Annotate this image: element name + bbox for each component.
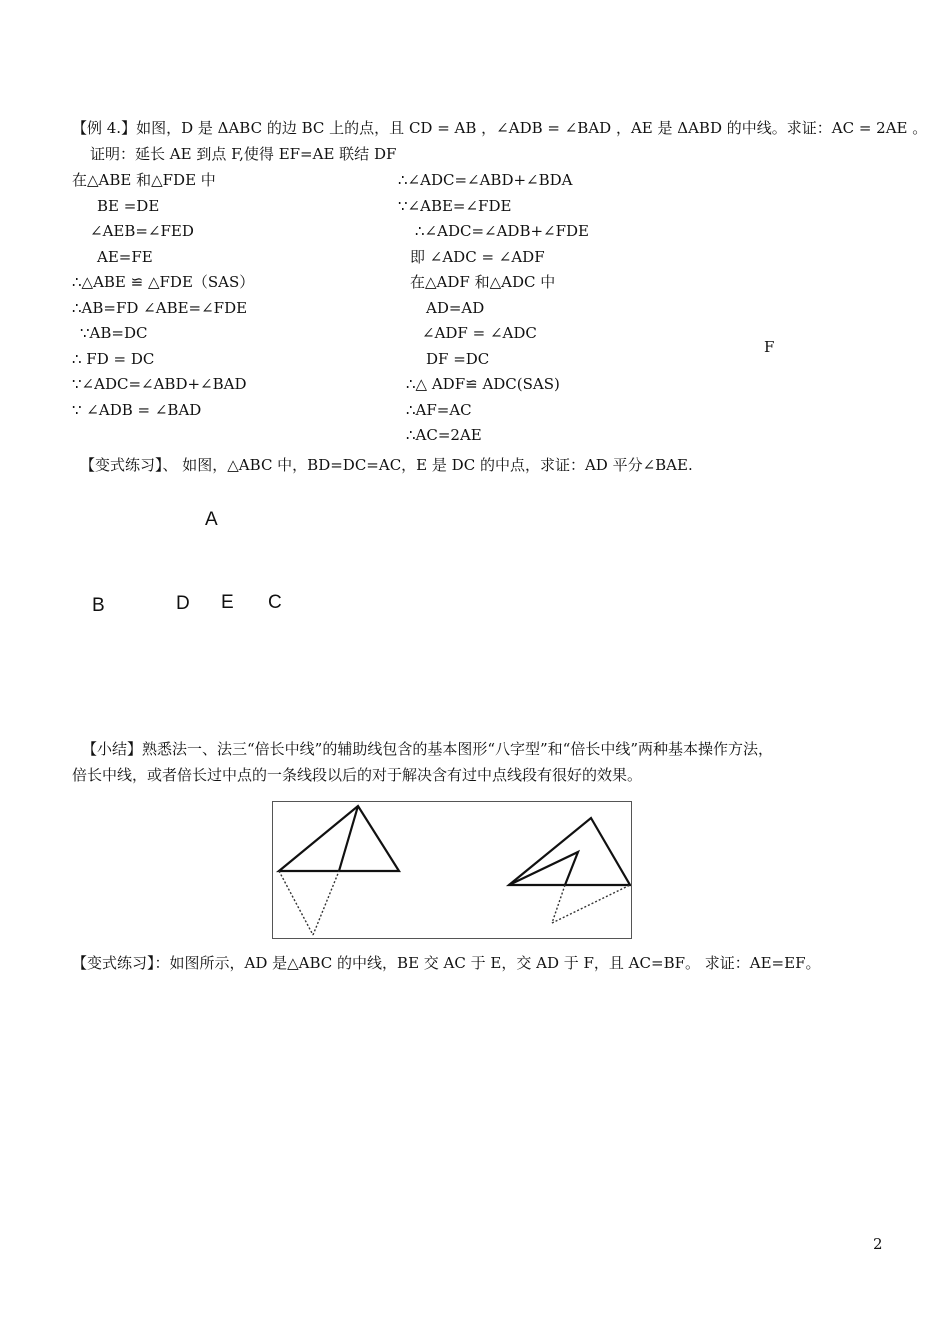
median-doubling-figure: [272, 801, 632, 939]
figure-label-b: B: [92, 595, 105, 616]
summary: [72, 736, 892, 788]
proof-right-line: ∴AF=AC: [406, 401, 472, 419]
proof-right-line: ∠ADF = ∠ADC: [422, 324, 537, 342]
proof-left-line: ∵∠ADC=∠ABD+∠BAD: [72, 375, 247, 393]
proof-right-line: AD=AD: [426, 299, 485, 317]
proof-intro: 证明：延长 AE 到点 F,使得 EF=AE 联结 DF: [90, 145, 397, 163]
figure-label-c: C: [268, 592, 282, 613]
proof-right-line: DF =DC: [426, 350, 490, 368]
proof-left-line: ∴AB=FD ∠ABE=∠FDE: [72, 299, 248, 317]
variant-exercise-1: 【变式练习】、 如图，△ABC 中，BD=DC=AC，E 是 DC 的中点，求证：AD 平分∠BAE.: [80, 456, 693, 474]
left-triangle: [279, 806, 399, 871]
proof-left-line: ∵ ∠ADB = ∠BAD: [72, 401, 202, 419]
proof-right-line: ∴∠ADC=∠ABD+∠BDA: [398, 171, 573, 189]
figure-label-e: E: [221, 592, 234, 613]
proof-right-line: 在△ADF 和△ADC 中: [410, 273, 556, 291]
proof-left-line: ∴ FD = DC: [72, 350, 155, 368]
proof-left-line: BE =DE: [97, 197, 160, 215]
proof-right-line: ∴AC=2AE: [406, 426, 482, 444]
figure-label-a: A: [205, 509, 218, 530]
variant-exercise-2: 【变式练习】：如图所示，AD 是△ABC 的中线，BE 交 AC 于 E，交 AD 于 F，且 AC=BF。 求证：AE=EF。: [72, 954, 821, 972]
proof-right-line: ∵∠ABE=∠FDE: [398, 197, 512, 215]
median-doubling-diagrams: [273, 802, 631, 938]
left-extension-2: [313, 871, 339, 935]
example-4-statement: 【例 4.】如图，D 是 ΔABC 的边 BC 上的点，且 CD = AB ，∠ADB = ∠BAD ，AE 是 ΔABD 的中线。求证：AC = 2AE 。: [72, 119, 928, 137]
proof-right-line: 即 ∠ADC = ∠ADF: [410, 248, 545, 266]
left-median: [339, 806, 358, 871]
proof-right-line: ∴∠ADC=∠ADB+∠FDE: [415, 222, 589, 240]
proof-left-line: ∵AB=DC: [80, 324, 148, 342]
proof-right-line: ∴△ ADF≌ ADC(SAS): [406, 375, 560, 393]
left-extension-1: [279, 871, 313, 935]
proof-left-line: ∠AEB=∠FED: [90, 222, 194, 240]
summary-line-1: 【小结】熟悉法一、法三“倍长中线”的辅助线包含的基本图形“八字型”和“倍长中线”两种基本操作方法，: [82, 740, 774, 758]
figure-label-d: D: [176, 593, 190, 614]
summary-line-2: 倍长中线，或者倍长过中点的一条线段以后的对于解决含有过中点线段有很好的效果。: [72, 766, 643, 784]
proof-left-line: AE=FE: [97, 248, 153, 266]
page-number: 2: [873, 1235, 883, 1253]
proof-left-line: ∴△ABE ≌ △FDE（SAS）: [72, 273, 255, 291]
proof-left-line: 在△ABE 和△FDE 中: [72, 171, 216, 189]
figure-label-f: F: [764, 338, 775, 356]
